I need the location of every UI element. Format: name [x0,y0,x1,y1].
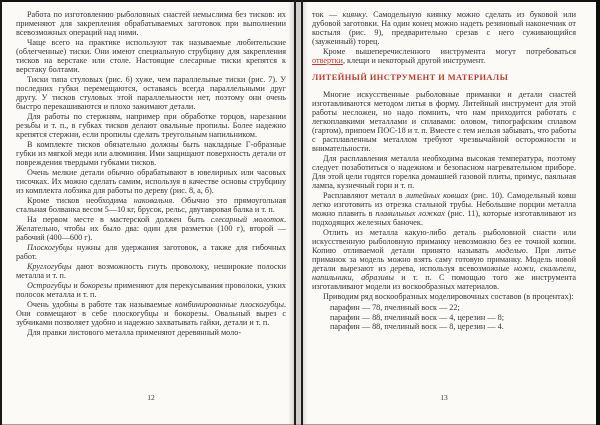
paragraph: Отлить из металла какую-либо деталь рыболовной снасти или искусственную рыболовную приманку невозможно без ее точной копии. Копию отливаемой детали принято называть моделью. При литье приманок за модель можно взять саму готовую приманку. Модель новой детали вырезают из дерева, используя всевозможные ножи, скальпели, напильники, абразивы и т. п. С помощью того же инструмента изготавливают модели из воскообразных материалов. [312,228,577,291]
spine-shadow [288,0,308,425]
scan-edge-left [0,0,2,425]
paragraph: На первом месте в мастерской должен быть слесарный молоток. Желательно, чтобы их было два: один для разметки (100 г), второй — рабочий (400—600 г). [16,215,286,242]
paragraph: Тиски типа стуловых (рис. 6) хуже, чем параллельные тиски (рис. 7). У последних губки перемещаются, оставаясь всегда параллельными друг другу. У тисков стуловых этой параллельности нет, поэтому они очень быстро перекашиваются и плохо зажимают детали. [16,75,286,111]
paragraph: ток — киянку. Самодельную киянку можно сделать из буковой или дубовой заготовки. На один конец можно надеть резиновый наконечник от костыля (рис. 9), предварительно срезав с него суживающийся (зауженный) торец. [312,10,576,46]
recipe-item: парафин — 78, пчелиный воск — 22; [330,303,460,312]
paragraph: В комплекте тисков обязательно должны быть накладные Г-образные губки из мягкой меди или алюминия. Ими защищают поверхность детали от повреждения твердыми губками тисков. [16,140,286,167]
spine-line-left [294,0,296,425]
section-heading: ЛИТЕЙНЫЙ ИНСТРУМЕНТ И МАТЕРИАЛЫ [312,73,509,82]
paragraph: Круглогубцы дают возможность гнуть проволоку, неширокие полоски металла и т. п. [16,262,286,280]
paragraph: Для расплавления металла необходима высокая температура, поэтому следует позаботиться о надежном и безопасном нагревательном приборе. Для этой цели годятся горелка домашней газовой плиты, примус, паяльная лампа, кузнечный горн и т. п. [312,154,576,190]
right-page [312,10,576,415]
spine-line-right [301,0,303,425]
paragraph: Кроме вышеперечисленного инструмента могут потребоваться отвертки, клещи и некоторый другой инструмент. [312,47,576,65]
paragraph: Для работы по стержням, например при обработке торцов, нарезании резьбы и т. п., в губках тисков делают овальные пропилы. Более надежно крепятся стержни, если пропилы сделать треугольным напильником. [16,112,286,139]
paragraph: Очень удобны в работе так называемые комбинированные плоскогубцы. Они совмещают в себе плоскогубцы и бокорезы. Овальный вырез с зубчиками позволяет удобно и надежно захватывать гайки, детали и т. п. [16,300,286,327]
page-number: 13 [440,393,448,402]
paragraph: Плоскогубцы нужны для удержания заготовок, а также для гибочных работ. [16,243,286,261]
scan-edge-right [596,0,600,425]
scan-edge-top [0,0,600,2]
paragraph: Расплавляют металл в литейных ковшах (рис. 10). Самодельный ковш легко изготовить из отрезка стальной трубы. Небольшие порции металла можно плавить в плавильных ложках (рис. 11), которые изготавливают из подходящих железных баночек. [312,191,577,227]
recipe-item: парафин — 88, пчелиный воск — 4, церезин — 8; [330,312,504,322]
paragraph: Для правки листового металла применяют деревянный моло- [27,328,242,337]
paragraph: Приводим ряд воскообразных моделировочных составов (в процентах): [323,292,574,301]
paragraph: Многие искусственные рыболовные приманки и детали снастей изготавливаются методом литья в форму. Литейный инструмент для этой работы несложен, но надо помнить, что нам приходится работать с легкоплавкими металлами и сплавами: оловом, типографским сплавом (гартом), припоем ПОС-18 и т. п. Вместе с тем нельзя забывать, что работы с расплавленным металлом требуют чрезвычайной осторожности и внимательности. [312,90,576,153]
paragraph: Кроме тисков необходима наковальня. Обычно это прямоугольная стальная болванка весом 5—10 кг, брусок, рельс, двутавровая балка и т. п. [16,196,286,214]
recipe-list [312,303,576,332]
paragraph: Очень мелкие детали обычно обрабатывают в ювелирных или часовых тисочках. Их можно сделать самим, используя в качестве основы струбцину из комплекта лобзика для работы по дереву (рис. 8, а, б). [16,168,286,195]
paragraph: Острогубцы и бокорезы применяют для перекусывания проволоки, узких полосок металла и т. п. [16,281,286,299]
page-number: 12 [147,393,155,402]
paragraph: Работа по изготовлению рыболовных снастей немыслима без тисков: их применяют для закрепления обрабатываемых заготовок при выполнении всевозможных операций над ними. [16,10,286,37]
recipe-item: парафин — 88, пчелиный воск — 8, церезин — 4. [330,322,504,331]
paragraph: Чаще всего на практике используют так называемые любительские (облегченные) тиски. Они имеют специальную струбцину для закрепления тисков на верстаке или столе. Настоящие слесарные тиски крепятся к верстаку болтами. [16,38,286,74]
left-page [16,10,286,415]
